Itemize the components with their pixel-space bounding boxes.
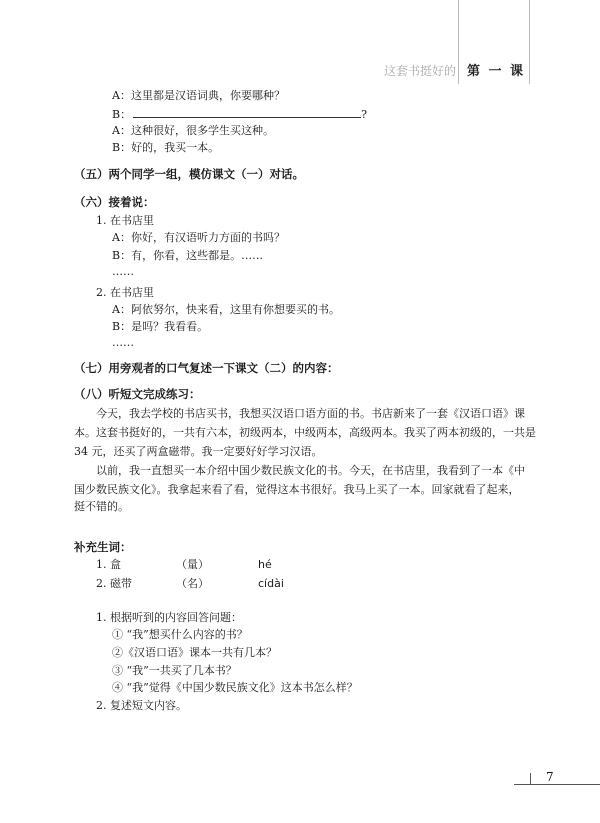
section-6-heading: （六）接着说：: [74, 195, 155, 209]
dialogue-line: A：这里都是汉语词典，你要哪种？: [112, 89, 285, 102]
passage-line: 挺不错的。: [74, 500, 129, 513]
question-1-title: 1. 根据听到的内容回答问题：: [96, 611, 242, 624]
question-item: ④ “我”觉得《中国少数民族文化》这本书怎么样？: [112, 681, 358, 694]
sub-item-title: 2. 在书店里: [96, 286, 154, 299]
question-2-title: 2. 复述短文内容。: [96, 699, 187, 712]
vocab-pos: （名）: [176, 577, 209, 590]
passage-line: 34 元，还买了两盒磁带。我一定要好好学习汉语。: [74, 445, 323, 458]
passage-line: 以前，我一直想买一本介绍中国少数民族文化的书。今天，在书店里，我看到了一本《中: [96, 464, 525, 477]
passage-line: 本。这套书挺好的，一共有六本，初级两本，中级两本，高级两本。我买了两本初级的，一共是: [74, 426, 536, 439]
sub-item-title: 1. 在书店里: [96, 214, 154, 227]
dialogue-line: A：你好，有汉语听力方面的书吗？: [112, 231, 285, 244]
vocab-pinyin: cídài: [258, 577, 284, 590]
vocab-word: 2. 磁带: [96, 577, 132, 590]
header-divider-left: [458, 0, 459, 84]
vocab-pos: （量）: [176, 558, 209, 571]
dialogue-line: A：阿依努尔，快来看，这里有你想要买的书。: [112, 303, 340, 316]
question-item: ②《汉语口语》课本一共有几本？: [112, 646, 277, 659]
question-mark: ?: [361, 108, 367, 121]
header-divider-right: [529, 0, 530, 84]
dialogue-line-blank: [112, 106, 367, 122]
vocab-heading: 补充生词：: [74, 540, 132, 554]
lesson-number: 第 一 课: [467, 64, 526, 79]
section-8-heading: （八）听短文完成练习：: [74, 387, 201, 401]
ellipsis-line: ……: [112, 336, 134, 349]
footer-rule: [514, 784, 600, 785]
section-5-heading: （五）两个同学一组，模仿课文（一）对话。: [74, 167, 304, 181]
dialogue-speaker: B：: [112, 108, 132, 121]
vocab-pinyin: hé: [258, 558, 272, 571]
question-item: ① “我”想买什么内容的书？: [112, 628, 248, 641]
fill-in-blank: [133, 106, 361, 118]
dialogue-line: B：是吗？我看看。: [112, 320, 209, 333]
footer-tick: [530, 773, 531, 784]
vocab-word: 1. 盒: [96, 558, 121, 571]
page-number: 7: [546, 770, 554, 784]
dialogue-line: B：好的，我买一本。: [112, 141, 220, 154]
section-7-heading: （七）用旁观者的口气复述一下课文（二）的内容：: [74, 361, 339, 375]
dialogue-line: B：有，你看，这些都是。……: [112, 249, 264, 262]
passage-line: 今天，我去学校的书店买书，我想买汉语口语方面的书。书店新来了一套《汉语口语》课: [96, 407, 525, 420]
dialogue-line: A：这种很好，很多学生买这种。: [112, 124, 274, 137]
passage-line: 国少数民族文化》。我拿起来看了看，觉得这本书很好。我马上买了一本。回家就看了起来，: [74, 483, 520, 496]
question-item: ③ “我”一共买了几本书？: [112, 664, 237, 677]
lesson-subtitle: 这套书挺好的: [384, 64, 457, 78]
ellipsis-line: ……: [112, 265, 134, 278]
